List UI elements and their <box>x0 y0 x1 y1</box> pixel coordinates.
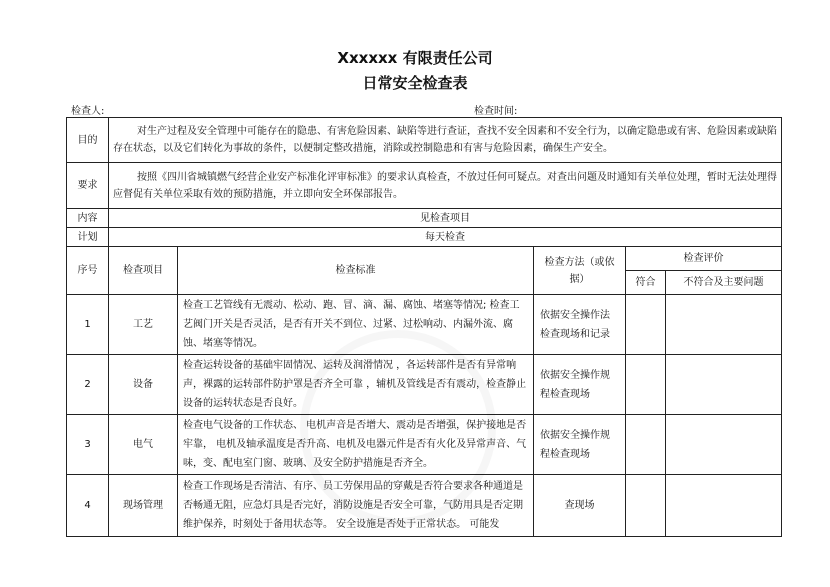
table-row <box>67 475 782 537</box>
content-label: 内容 <box>67 209 109 228</box>
item-method: 依据安全操作法检查现场和记录 <box>534 295 626 355</box>
requirement-label: 要求 <box>67 163 109 209</box>
safety-checklist-table <box>66 117 782 537</box>
item-conform-cell[interactable] <box>626 415 666 475</box>
inspection-time-label: 检查时间: <box>474 106 518 117</box>
item-conform-cell[interactable] <box>626 295 666 355</box>
item-standard: 检查运转设备的基础牢固情况、运转及润滑情况 ，各运转部件是否有异常响声，裸露的运转部件防护罩是否齐全可靠 ，辅机及管线是否有震动，检查静止设备的运转状态是否良好。 <box>178 355 534 415</box>
form-title: 日常安全检查表 <box>362 74 468 92</box>
item-method: 依据安全操作规程检查现场 <box>534 415 626 475</box>
item-method: 依据安全操作规程检查现场 <box>534 355 626 415</box>
item-standard: 检查工艺管线有无震动、松动、跑、冒、滴、漏、腐蚀、堵塞等情况; 检查工艺阀门开关是否灵活，是否有开关不到位、过紧、过松响动、内漏外流、腐蚀、堵塞等情况。 <box>178 295 534 355</box>
col-header-conform: 符合 <box>626 271 666 295</box>
col-header-no: 序号 <box>67 247 109 295</box>
table-row <box>67 415 782 475</box>
item-conform-cell[interactable] <box>626 355 666 415</box>
item-standard: 检查工作现场是否清洁、有序、员工劳保用品的穿戴是否符合要求各种通道是否畅通无阻，应急灯具是否完好，消防设施是否安全可靠，气防用具是否定期维护保养，时刻处于备用状态等。 安全设施是否处于正常状态。 可能发 <box>178 475 534 537</box>
col-header-nonconform: 不符合及主要问题 <box>666 271 782 295</box>
item-standard: 检查电气设备的工作状态、 电机声音是否增大、震动是否增强，保护接地是否牢靠， 电机及轴承温度是否升高、电机及电器元件是否有火化及异常声音、气味，变、配电室门窗、玻璃、及安全防护措施是否齐全。 <box>178 415 534 475</box>
item-no: 3 <box>67 415 109 475</box>
requirement-row <box>67 163 782 209</box>
plan-row <box>67 228 782 247</box>
item-name: 现场管理 <box>109 475 178 537</box>
column-header-row <box>67 247 782 271</box>
item-nonconform-cell[interactable] <box>666 415 782 475</box>
content-row <box>67 209 782 228</box>
plan-text: 每天检查 <box>109 228 782 247</box>
requirement-text: 按照《四川省城镇燃气经营企业安产标准化评审标准》的要求认真检查，不放过任何可疑点。对查出问题及时通知有关单位处理，暂时无法处理得应督促有关单位采取有效的预防措施，并立即向安全环保部报告。 <box>109 163 782 209</box>
item-nonconform-cell[interactable] <box>666 295 782 355</box>
col-header-item: 检查项目 <box>109 247 178 295</box>
item-conform-cell[interactable] <box>626 475 666 537</box>
table-row <box>67 355 782 415</box>
item-name: 工艺 <box>109 295 178 355</box>
item-no: 2 <box>67 355 109 415</box>
col-header-standard: 检查标准 <box>178 247 534 295</box>
item-nonconform-cell[interactable] <box>666 355 782 415</box>
item-name: 设备 <box>109 355 178 415</box>
item-method: 查现场 <box>534 475 626 537</box>
purpose-row <box>67 118 782 163</box>
purpose-label: 目的 <box>67 118 109 163</box>
company-name: Xxxxxx 有限责任公司 <box>337 49 493 67</box>
inspector-label: 检查人: <box>71 106 105 117</box>
item-no: 1 <box>67 295 109 355</box>
plan-label: 计划 <box>67 228 109 247</box>
item-name: 电气 <box>109 415 178 475</box>
purpose-text: 对生产过程及安全管理中可能存在的隐患、有害危险因素、缺陷等进行查证，查找不安全因素和不安全行为，以确定隐患或有害、危险因素或缺陷存在状态，以及它们转化为事故的条件，以便制定整改措施，消除或控制隐患和有害与危险因素，确保生产安全。 <box>109 118 782 163</box>
table-row <box>67 295 782 355</box>
col-header-evaluation: 检查评价 <box>626 247 782 271</box>
col-header-method: 检查方法（或依据） <box>534 247 626 295</box>
content-text: 见检查项目 <box>109 209 782 228</box>
item-no: 4 <box>67 475 109 537</box>
item-nonconform-cell[interactable] <box>666 475 782 537</box>
